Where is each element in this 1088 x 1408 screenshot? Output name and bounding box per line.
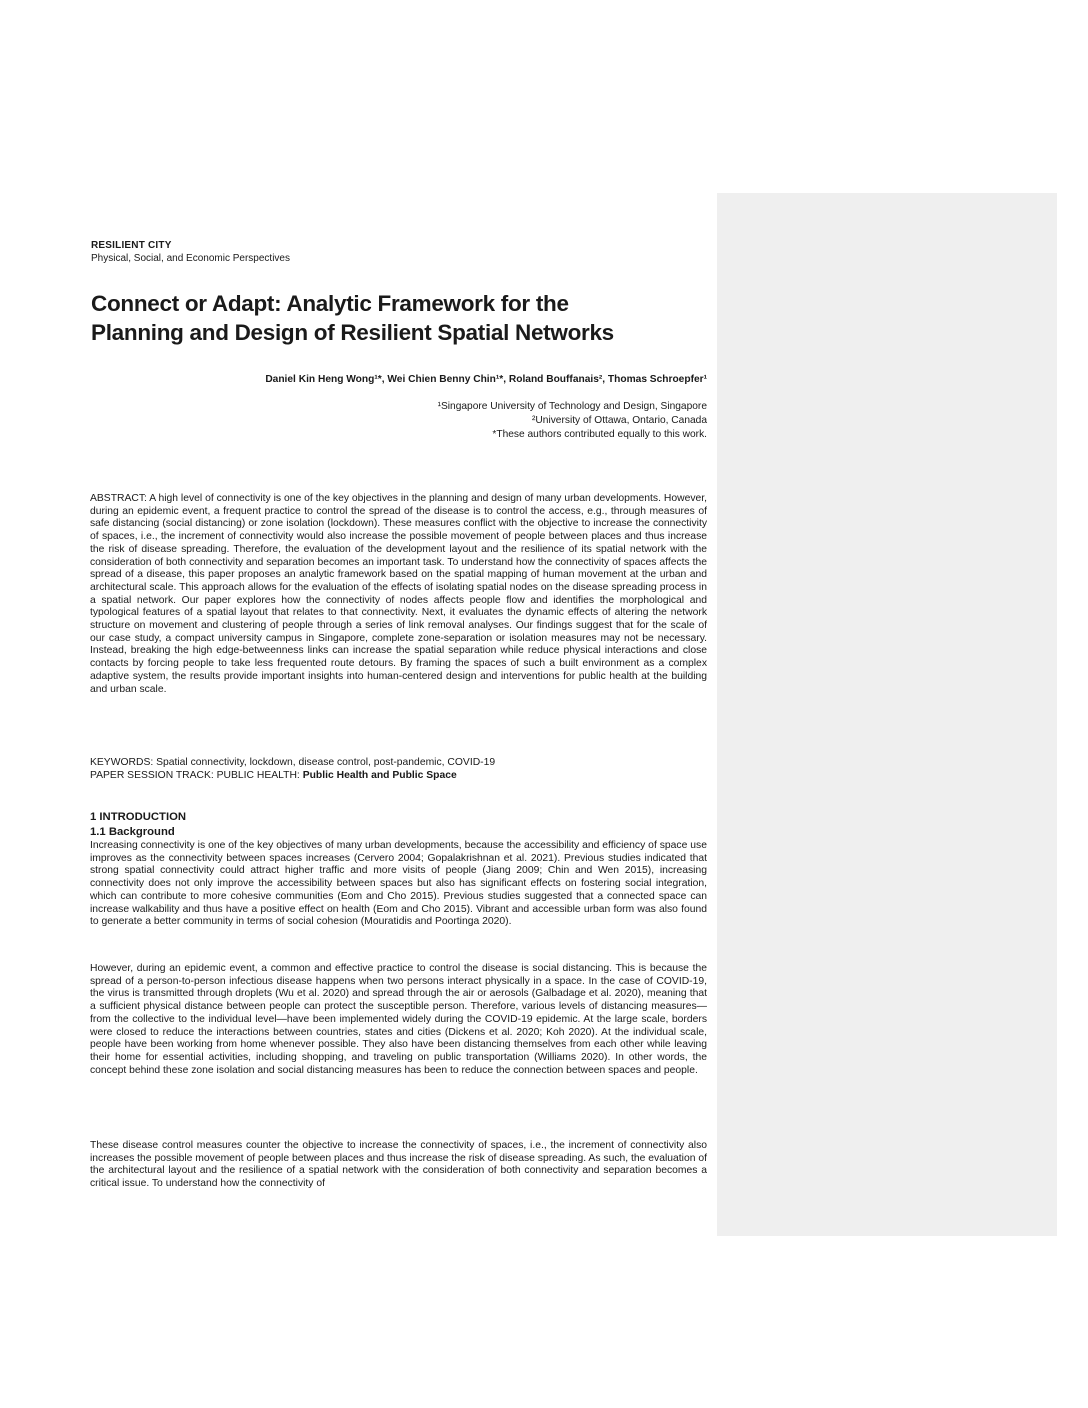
section-heading-introduction: 1 INTRODUCTION	[90, 811, 187, 823]
abstract: ABSTRACT: A high level of connectivity is one of the key objectives in the planning and design of many urban developments. However, during an epidemic event, a frequent practice to control the spread of the disease is to control the access, e.g., through measures of safe distancing (social distancing) or zone isolation (lockdown). These measures conflict with the objective to increase the connectivity of spaces, i.e., the increment of connectivity would also increase the possible movement of people between places and thus increase the risk of disease spreading. Therefore, the evaluation of the development layout and the resilience of its spatial network with the consideration of both connectivity and separation becomes an important task. To understand how the connectivity of spaces affects the spread of a disease, this paper proposes an analytic framework based on the spatial mapping of human movement at the urban and architectural scale. This approach allows for the evaluation of the effects of isolating spatial nodes on the disease spreading process in a spatial network. Our paper explores how the connectivity of nodes affects people flow and identifies the morphological and typological features of a spatial layout that relates to that connectivity. Next, it evaluates the dynamic effects of altering the network structure on movement and clustering of people through a series of link removal analyses. Our findings suggest that for the scale of our case study, a compact university campus in Singapore, complete zone-separation or isolation measures may not be necessary. Instead, breaking the high edge-betweenness links can increase the spatial separation while reduce physical interactions and close contacts by forcing people to take less frequented route detours. By framing the spaces of such a built environment as a complex adaptive system, the results provide important insights into human-centered design and interventions for public health at the building and urban scale.	[90, 493, 707, 695]
affiliation-1: ¹Singapore University of Technology and Design, Singapore	[437, 401, 707, 412]
series-title: RESILIENT CITY	[91, 240, 172, 251]
subsection-heading-background: 1.1 Background	[90, 826, 175, 838]
equal-contribution-note: *These authors contributed equally to this work.	[492, 429, 707, 440]
paper-title	[91, 289, 711, 347]
affiliation-2: ²University of Ottawa, Ontario, Canada	[532, 415, 707, 426]
author-list: Daniel Kin Heng Wong¹*, Wei Chien Benny Chin¹*, Roland Bouffanais², Thomas Schroepfer¹	[265, 374, 707, 385]
paper-title-line-1: Connect or Adapt: Analytic Framework for the	[91, 291, 569, 316]
session-track	[90, 770, 495, 783]
body-paragraph-1: Increasing connectivity is one of the key objectives of many urban developments, because the accessibility and efficiency of space use improves as the connectivity between spaces increases (Cervero 2004; Gopalakrishnan et al. 2021). Previous studies indicated that strong spatial connectivity could attract higher traffic and more visits of people (Jiang 2009; Chin and Wen 2015), increasing connectivity does not only improve the accessibility between spaces but also has significant effects on fostering social integration, which can contribute to more cohesive communities (Eom and Cho 2015). Previous studies suggested that a connected space can increase walkability and thus have a positive effect on health (Eom and Cho 2015). Vibrant and accessible urban form was also found to generate a better community in terms of social cohesion (Mouratidis and Poortinga 2020).	[90, 840, 707, 928]
affiliations	[90, 400, 707, 442]
paper-title-line-2: Planning and Design of Resilient Spatial Networks	[91, 320, 614, 345]
body-paragraph-2: However, during an epidemic event, a common and effective practice to control the disease is social distancing. This is because the spread of a person-to-person infectious disease happens when two persons interact physically in a space. In the case of COVID-19, the virus is transmitted through droplets (Wu et al. 2020) and spread through the air or aerosols (Galbadage et al. 2020), meaning that a sufficient physical distance between people can protect the susceptible person. Therefore, various levels of distancing measures—from the collective to the individual level—have been implemented widely during the COVID-19 epidemic. At the large scale, borders were closed to reduce the interactions between countries, states and cities (Dickens et al. 2020; Koh 2020). At the individual scale, people have been working from home whenever possible. They also have been distancing themselves from each other while leaving their home for essential activities, including shopping, and traveling on public transportation (Williams 2020). In other words, the concept behind these zone isolation and social distancing measures has been to reduce the connection between spaces and people.	[90, 963, 707, 1076]
series-subtitle: Physical, Social, and Economic Perspectives	[91, 253, 290, 264]
keywords: KEYWORDS: Spatial connectivity, lockdown, disease control, post-pandemic, COVID-19	[90, 757, 496, 768]
keywords-block	[90, 757, 495, 782]
comment-margin-pane	[717, 193, 1057, 1236]
running-header	[91, 239, 290, 265]
session-track-value: Public Health and Public Space	[302, 769, 457, 781]
session-track-label: PAPER SESSION TRACK: PUBLIC HEALTH:	[90, 769, 303, 781]
body-paragraph-3: These disease control measures counter the objective to increase the connectivity of spaces, i.e., the increment of connectivity also increases the possible movement of people between places and thus increase the risk of disease spreading. As such, the evaluation of the architectural layout and the resilience of a spatial network with the consideration of both connectivity and separation becomes a critical issue. To understand how the connectivity of	[90, 1140, 707, 1190]
